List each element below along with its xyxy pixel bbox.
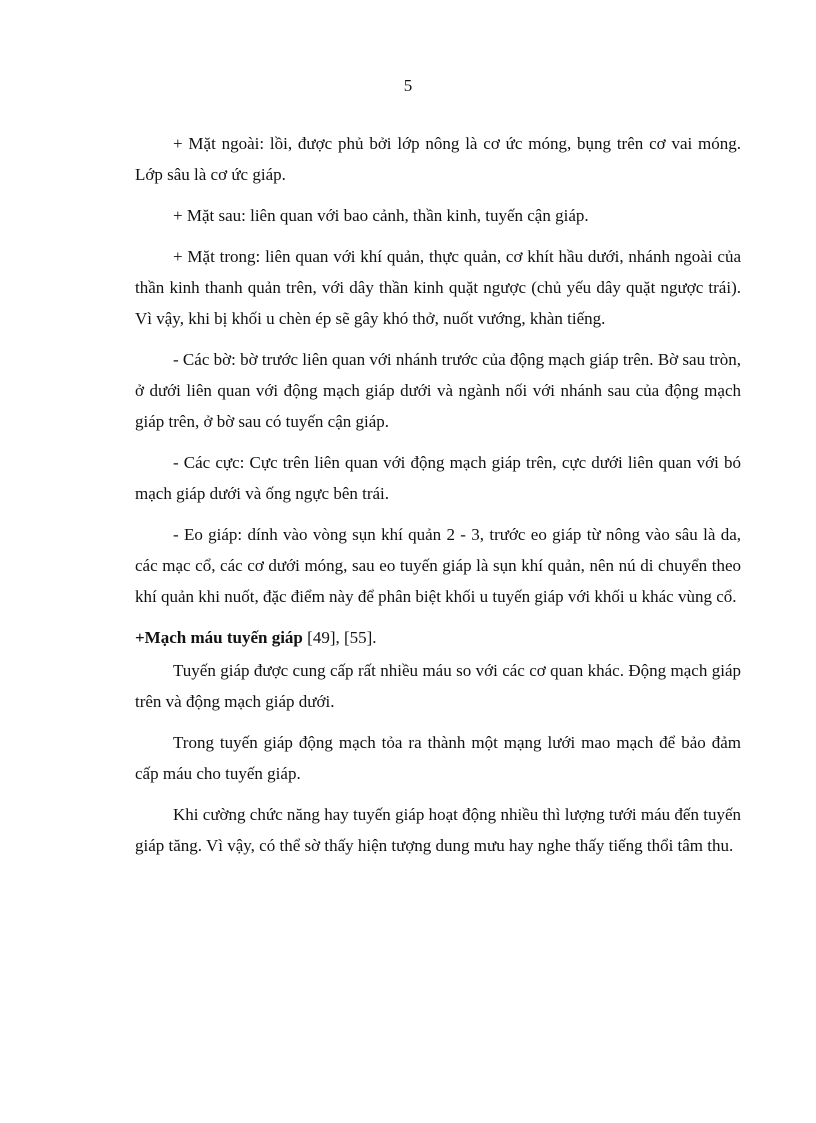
paragraph-capillary-network: Trong tuyến giáp động mạch tỏa ra thành một mạng lưới mao mạch để bảo đảm cấp máu cho tuyến giáp. <box>135 733 741 783</box>
paragraph-outer-surface: + Mặt ngoài: lồi, được phủ bởi lớp nông là cơ ức móng, bụng trên cơ vai móng. Lớp sâu là cơ ức giáp. <box>135 134 741 184</box>
paragraph-borders: - Các bờ: bờ trước liên quan với nhánh trước của động mạch giáp trên. Bờ sau tròn, ở dưới liên quan với động mạch giáp dưới và ngành nối với nhánh sau của động mạch giáp trên, ở bờ sau có tuyến cận giáp. <box>135 350 741 431</box>
paragraph-isthmus: - Eo giáp: dính vào vòng sụn khí quản 2 - 3, trước eo giáp từ nông vào sâu là da, các mạc cổ, các cơ dưới móng, sau eo tuyến giáp là sụn khí quản, nên nú di chuyển theo khí quản khi nuốt, đặc điểm này để phân biệt khối u tuyến giáp với khối u khác vùng cổ. <box>135 525 741 606</box>
paragraph-posterior-surface: + Mặt sau: liên quan với bao cảnh, thần kinh, tuyến cận giáp. <box>173 206 589 225</box>
page-number: 5 <box>403 76 413 95</box>
section-heading-blood-supply <box>135 622 741 653</box>
paragraph-hyperfunction: Khi cường chức năng hay tuyến giáp hoạt động nhiều thì lượng tưới máu đến tuyến giáp tăng. Vì vậy, có thể sờ thấy hiện tượng dung mưu hay nghe thấy tiếng thổi tâm thu. <box>135 805 741 855</box>
paragraph-blood-supply: Tuyến giáp được cung cấp rất nhiều máu so với các cơ quan khác. Động mạch giáp trên và động mạch giáp dưới. <box>135 661 741 711</box>
heading-title: +Mạch máu tuyến giáp <box>135 628 303 647</box>
paragraph-poles: - Các cực: Cực trên liên quan với động mạch giáp trên, cực dưới liên quan với bó mạch giáp dưới và ống ngực bên trái. <box>135 453 741 503</box>
paragraph-inner-surface: + Mặt trong: liên quan với khí quản, thực quản, cơ khít hầu dưới, nhánh ngoài của thần kinh thanh quản trên, với dây thần kinh quặt ngược (chủ yếu dây quặt ngược trái). Vì vậy, khi bị khối u chèn ép sẽ gây khó thở, nuốt vướng, khàn tiếng. <box>135 247 741 328</box>
heading-references: [49], [55]. <box>302 628 377 647</box>
document-body <box>135 128 741 871</box>
